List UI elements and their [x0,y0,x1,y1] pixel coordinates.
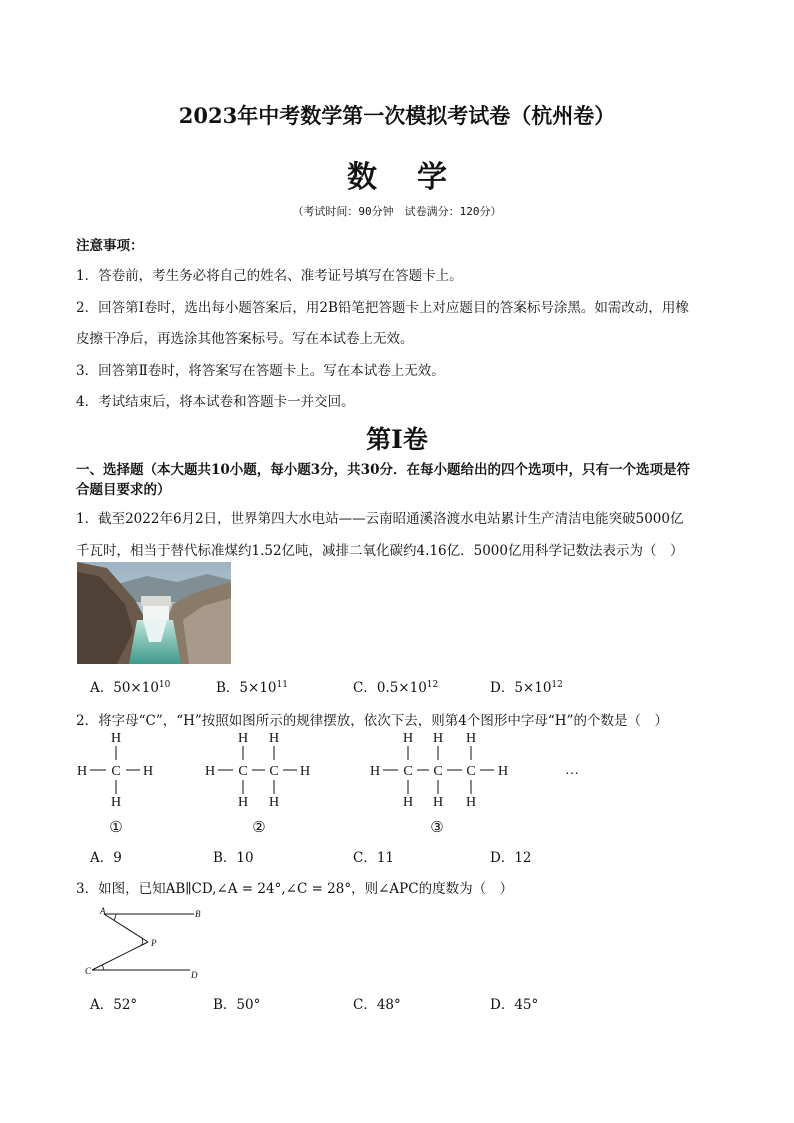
molecule-3 [370,731,508,836]
molecule-figures [70,728,630,840]
point-c-label: C [85,966,92,976]
exam-title: 2023年中考数学第一次模拟考试卷（杭州卷） [178,103,616,128]
option-c[interactable]: C．48° [353,997,401,1013]
svg-text:H: H [465,795,477,810]
question-3-text: 3．如图，已知AB∥CD,∠A = 24°,∠C = 28°，则∠APC的度数为（ ） [76,881,514,897]
option-b[interactable]: B．10 [213,850,254,866]
svg-text:H: H [204,764,216,779]
dam-photo [77,562,231,664]
option-a[interactable]: A．9 [90,850,122,866]
svg-text:H: H [268,795,280,810]
question-1-text-cont: 千瓦时，相当于替代标准煤约1.52亿吨，减排二氧化碳约4.16亿．5000亿用科学记数法表示为（ ） [76,543,684,559]
note-item: 1．答卷前，考生务必将自己的姓名、准考证号填写在答题卡上。 [76,268,463,284]
svg-text:H: H [465,731,477,746]
option-a[interactable]: A．$50\times 10^{10}$ [90,680,171,696]
parallel-lines-figure [78,904,218,984]
option-d[interactable]: D．45° [490,997,539,1013]
note-item: 皮擦干净后，再选涂其他答案标号。写在本试卷上无效。 [76,331,414,347]
point-b-label: B [195,909,201,919]
svg-text:H: H [299,764,311,779]
figure-label-2: ② [252,820,266,836]
svg-text:H: H [237,731,249,746]
figure-label-1: ① [109,820,123,836]
svg-text:H: H [369,764,381,779]
exam-info: （考试时间：90分钟 试卷满分：120分） [292,205,502,218]
point-a-label: A [100,906,106,916]
svg-text:C: C [238,764,248,779]
question-2-text: 2．将字母“C”，“H”按照如图所示的规律摆放，依次下去，则第4个图形中字母“H”的个数是（ ） [76,713,668,729]
svg-text:H: H [432,795,444,810]
point-d-label: D [191,970,198,980]
option-d[interactable]: D．$5\times 10^{12}$ [490,680,563,696]
svg-text:H: H [237,795,249,810]
svg-text:H: H [402,731,414,746]
svg-text:H: H [142,764,154,779]
section-instructions-cont: 合题目要求的） [76,482,171,498]
molecule-1 [77,731,153,836]
svg-text:H: H [110,795,122,810]
section-instructions: 一、选择题（本大题共10小题，每小题3分，共30分．在每小题给出的四个选项中，只有一个选项是符 [76,462,690,478]
option-a[interactable]: A．52° [90,997,138,1013]
volume-title: 第Ⅰ卷 [366,425,428,454]
subject-title: 数学 [347,160,487,195]
note-item: 2．回答第Ⅰ卷时，选出每小题答案后，用2B铅笔把答题卡上对应题目的答案标号涂黑。如需改动，用橡 [76,300,689,316]
svg-text:C: C [433,764,443,779]
note-item: 3．回答第Ⅱ卷时，将答案写在答题卡上。写在本试卷上无效。 [76,363,445,379]
option-d[interactable]: D．12 [490,850,532,866]
option-b[interactable]: B．$5\times 10^{11}$ [216,680,288,696]
svg-text:C: C [269,764,279,779]
molecule-2 [205,731,310,836]
continuation-ellipsis: … [565,763,579,778]
svg-text:H: H [76,764,88,779]
svg-text:H: H [497,764,509,779]
figure-label-3: ③ [430,820,444,836]
notes-heading: 注意事项： [76,238,144,254]
svg-text:C: C [403,764,413,779]
svg-text:H: H [432,731,444,746]
option-b[interactable]: B．50° [213,997,261,1013]
question-1-text: 1．截至2022年6月2日，世界第四大水电站——云南昭通溪洛渡水电站累计生产清洁电能突破5000亿 [76,511,684,527]
note-item: 4．考试结束后，将本试卷和答题卡一并交回。 [76,394,355,410]
svg-text:H: H [402,795,414,810]
svg-text:C: C [111,764,121,779]
point-p-label: P [151,938,157,948]
option-c[interactable]: C．$0.5\times 10^{12}$ [353,680,439,696]
svg-text:H: H [268,731,280,746]
svg-text:C: C [466,764,476,779]
option-c[interactable]: C．11 [353,850,395,866]
svg-text:H: H [110,731,122,746]
